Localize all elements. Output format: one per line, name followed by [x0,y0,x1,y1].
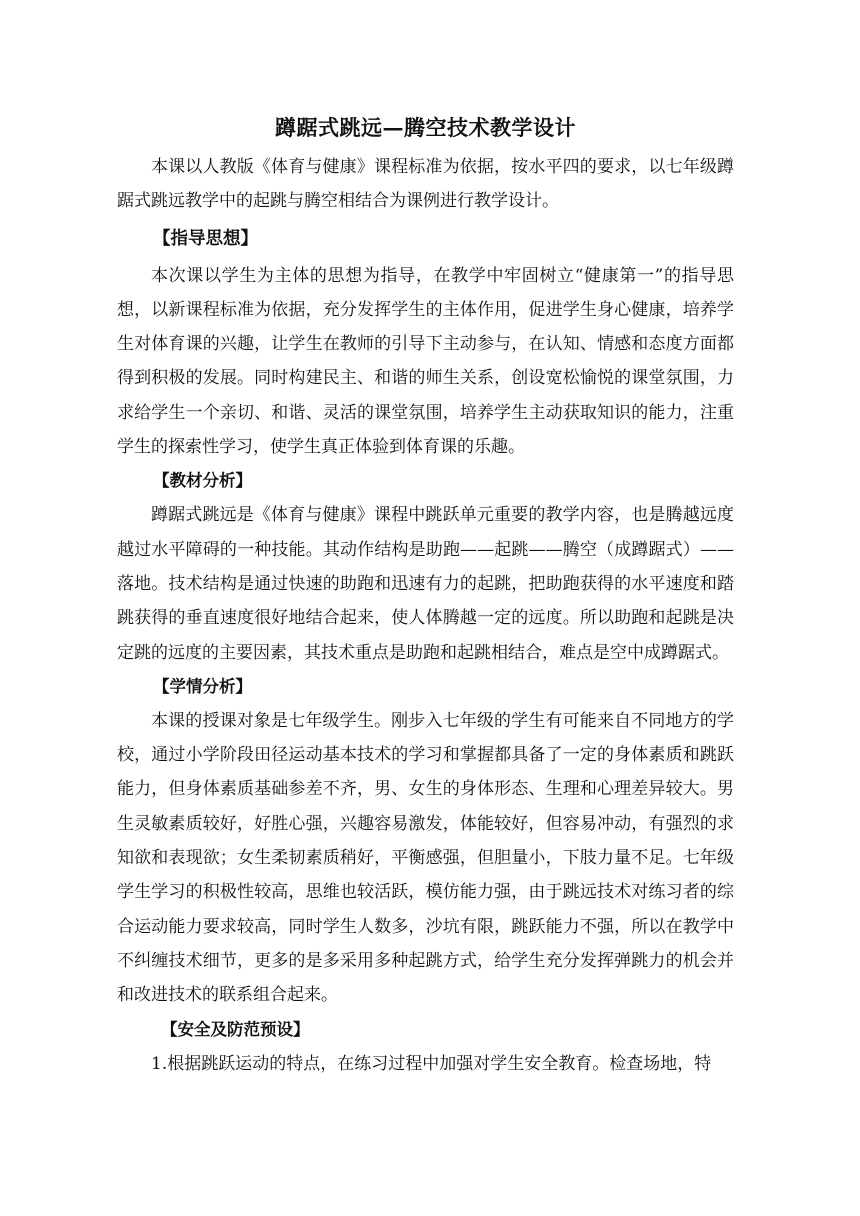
document-content [117,110,734,1081]
section-body-guiding-ideology: 本次课以学生为主体的思想为指导，在教学中牢固树立“健康第一”的指导思想，以新课程标准为依据，充分发挥学生的主体作用，促进学生身心健康，培养学生对体育课的兴趣，让学生在教师的引导下主动参与，在认知、情感和态度方面都得到积极的发展。同时构建民主、和谐的师生关系，创设宽松愉悦的课堂氛围，力求给学生一个亲切、和谐、灵活的课堂氛围，培养学生主动获取知识的能力，注重学生的探索性学习，使学生真正体验到体育课的乐趣。 [117,265,734,458]
section-body-material-analysis: 蹲踞式跳远是《体育与健康》课程中跳跃单元重要的教学内容，也是腾越远度越过水平障碍的一种技能。其动作结构是助跑——起跳——腾空（成蹲踞式）——落地。技术结构是通过快速的助跑和迅速有力的起跳，把助跑获得的水平速度和踏跳获得的垂直速度很好地结合起来，使人体腾越一定的远度。所以助跑和起跳是决定跳的远度的主要因素，其技术重点是助跑和起跳相结合，难点是空中成蹲踞式。 [117,505,734,663]
section-heading-safety: 【安全及防范预设】 [161,1019,310,1039]
intro-paragraph: 本课以人教版《体育与健康》课程标准为依据，按水平四的要求，以七年级蹲踞式跳远教学中的起跳与腾空相结合为课例进行教学设计。 [117,157,734,212]
section-body-safety: 1.根据跳跃运动的特点，在练习过程中加强对学生安全教育。检查场地，特 [151,1053,712,1074]
section-heading-student-analysis: 【学情分析】 [153,676,252,696]
section-heading-guiding-ideology: 【指导思想】 [153,228,258,249]
page-title: 蹲踞式跳远—腾空技术教学设计 [275,115,576,140]
section-body-student-analysis: 本课的授课对象是七年级学生。刚步入七年级的学生有可能来自不同地方的学校，通过小学阶段田径运动基本技术的学习和掌握都具备了一定的身体素质和跳跃能力，但身体素质基础参差不齐，男、女生的身体形态、生理和心理差异较大。男生灵敏素质较好，好胜心强，兴趣容易激发，体能较好，但容易冲动，有强烈的求知欲和表现欲；女生柔韧素质稍好，平衡感强，但胆量小，下肢力量不足。七年级学生学习的积极性较高，思维也较活跃，模仿能力强，由于跳远技术对练习者的综合运动能力要求较高，同时学生人数多，沙坑有限，跳跃能力不强，所以在教学中不纠缠技术细节，更多的是多采用多种起跳方式，给学生充分发挥弹跳力的机会并和改进技术的联系组合起来。 [117,710,734,1006]
section-heading-material-analysis: 【教材分析】 [153,471,252,491]
